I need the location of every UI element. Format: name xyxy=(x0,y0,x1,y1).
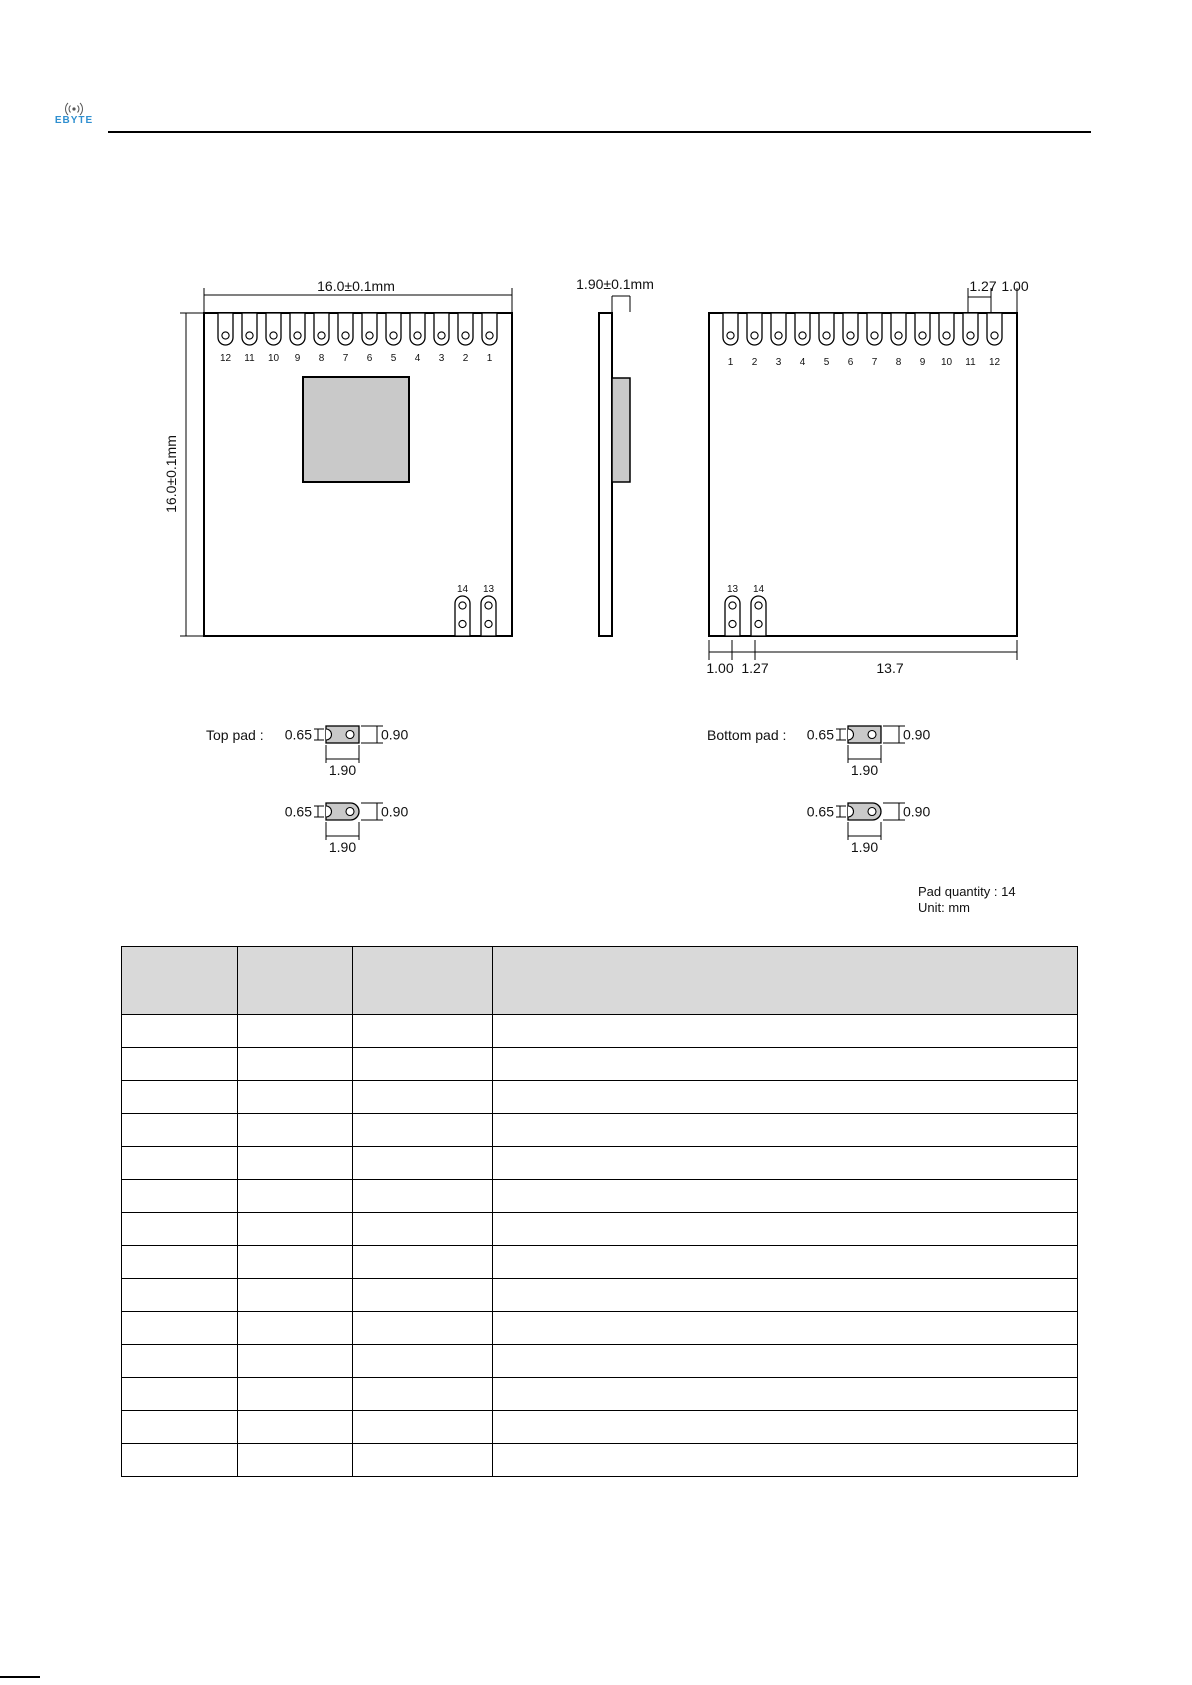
pad-dim-length: 1.90 xyxy=(850,839,879,855)
table-cell xyxy=(353,1378,493,1411)
table-cell xyxy=(238,1246,353,1279)
pad-detail xyxy=(807,726,931,778)
table-row xyxy=(122,1312,1078,1345)
pin-pad xyxy=(455,584,470,636)
pin-definition-table xyxy=(121,946,1078,1477)
table-cell xyxy=(122,1180,238,1213)
table-cell xyxy=(122,1015,238,1048)
table-cell xyxy=(353,1444,493,1477)
pin-pad xyxy=(458,313,473,364)
pad-dim-height: 0.90 xyxy=(903,803,931,820)
table-cell xyxy=(493,1015,1078,1048)
pin-number: 7 xyxy=(871,357,878,368)
pin-number: 3 xyxy=(775,357,782,368)
pad-detail xyxy=(807,803,931,855)
pad-dim-height: 0.90 xyxy=(381,726,409,743)
page-footer-mark xyxy=(0,1676,40,1678)
table-cell xyxy=(353,1015,493,1048)
bottom-view-pitch-label: 1.27 xyxy=(969,278,997,294)
pin-pad xyxy=(218,313,233,364)
table-cell xyxy=(238,1213,353,1246)
pin-number: 7 xyxy=(342,353,349,364)
table-cell xyxy=(122,1081,238,1114)
side-view-outline xyxy=(599,313,612,636)
table-cell xyxy=(122,1048,238,1081)
table-cell xyxy=(353,1345,493,1378)
pin-number: 13 xyxy=(482,584,495,595)
table-header-cell xyxy=(122,947,238,1015)
bottom-dim-edge: 1.00 xyxy=(706,660,734,676)
pad-dim-width: 0.65 xyxy=(284,726,312,743)
pin-pad xyxy=(434,313,449,364)
pin-number: 1 xyxy=(727,357,734,368)
pin-pad xyxy=(482,313,497,364)
pin-number: 11 xyxy=(244,353,255,364)
table-cell xyxy=(493,1114,1078,1147)
table-cell xyxy=(493,1345,1078,1378)
pin-number: 11 xyxy=(965,357,976,368)
table-row xyxy=(122,1015,1078,1048)
pin-number: 1 xyxy=(486,353,493,364)
pin-number: 2 xyxy=(462,353,469,364)
table-row xyxy=(122,1444,1078,1477)
pin-pad xyxy=(751,584,766,636)
table-cell xyxy=(238,1147,353,1180)
pin-number: 12 xyxy=(988,357,1001,368)
pin-pad xyxy=(314,313,329,364)
table-cell xyxy=(353,1081,493,1114)
table-cell xyxy=(238,1081,353,1114)
table-row xyxy=(122,1213,1078,1246)
table-cell xyxy=(238,1279,353,1312)
table-header-cell xyxy=(238,947,353,1015)
pin-number: 8 xyxy=(318,353,325,364)
table-header-row xyxy=(122,947,1078,1015)
pin-number: 5 xyxy=(823,357,830,368)
pin-pad xyxy=(819,313,834,368)
pad-dim-width: 0.65 xyxy=(284,803,312,820)
bottom-dim-span: 13.7 xyxy=(876,660,904,676)
table-row xyxy=(122,1411,1078,1444)
pin-pad xyxy=(410,313,425,364)
table-cell xyxy=(493,1312,1078,1345)
pin-pad xyxy=(386,313,401,364)
pin-number: 10 xyxy=(940,357,953,368)
pin-pad xyxy=(963,313,978,368)
pad-detail xyxy=(285,803,409,855)
table-cell xyxy=(493,1213,1078,1246)
table-cell xyxy=(493,1180,1078,1213)
table-cell xyxy=(493,1147,1078,1180)
pin-pad xyxy=(771,313,786,368)
brand-name: EBYTE xyxy=(54,115,94,126)
pin-pad xyxy=(915,313,930,368)
pin-pad xyxy=(266,313,281,364)
pin-number: 3 xyxy=(438,353,445,364)
table-cell xyxy=(122,1312,238,1345)
table-row xyxy=(122,1279,1078,1312)
pin-pad xyxy=(795,313,810,368)
table-cell xyxy=(238,1312,353,1345)
pad-dim-length: 1.90 xyxy=(328,839,357,855)
pin-pad xyxy=(843,313,858,368)
table-cell xyxy=(493,1246,1078,1279)
table-cell xyxy=(493,1081,1078,1114)
pad-quantity-note: Pad quantity : 14 xyxy=(918,884,1016,899)
table-cell xyxy=(122,1147,238,1180)
pin-number: 12 xyxy=(219,353,232,364)
pad-dim-length: 1.90 xyxy=(328,762,357,778)
table-cell xyxy=(238,1444,353,1477)
table-cell xyxy=(353,1246,493,1279)
side-view-thickness-label: 1.90±0.1mm xyxy=(576,276,654,292)
pin-number: 4 xyxy=(799,357,806,368)
pad-detail xyxy=(285,726,409,778)
table-header-cell xyxy=(493,947,1078,1015)
pin-number: 13 xyxy=(726,584,739,595)
pin-pad xyxy=(987,313,1002,368)
unit-note: Unit: mm xyxy=(918,900,970,915)
table-cell xyxy=(353,1312,493,1345)
table-row xyxy=(122,1048,1078,1081)
pin-pad xyxy=(481,584,496,636)
pad-dim-width: 0.65 xyxy=(806,803,834,820)
pin-number: 14 xyxy=(456,584,469,595)
pin-pad xyxy=(723,313,738,368)
pin-number: 5 xyxy=(390,353,397,364)
table-cell xyxy=(353,1147,493,1180)
pin-pad xyxy=(362,313,377,364)
table-cell xyxy=(122,1213,238,1246)
pin-number: 10 xyxy=(267,353,280,364)
table-cell xyxy=(122,1279,238,1312)
pad-dim-height: 0.90 xyxy=(381,803,409,820)
table-cell xyxy=(238,1015,353,1048)
table-row xyxy=(122,1114,1078,1147)
table-cell xyxy=(353,1114,493,1147)
pin-pad xyxy=(939,313,954,368)
table-cell xyxy=(353,1048,493,1081)
pad-dim-height: 0.90 xyxy=(903,726,931,743)
pin-number: 6 xyxy=(847,357,854,368)
table-row xyxy=(122,1378,1078,1411)
pin-pad xyxy=(242,313,257,364)
table-cell xyxy=(122,1114,238,1147)
table-row xyxy=(122,1246,1078,1279)
table-cell xyxy=(353,1411,493,1444)
pin-pad xyxy=(891,313,906,368)
table-cell xyxy=(122,1378,238,1411)
bottom-view-edge-label: 1.00 xyxy=(1001,278,1029,294)
table-cell xyxy=(122,1345,238,1378)
pin-number: 2 xyxy=(751,357,758,368)
pin-number: 6 xyxy=(366,353,373,364)
table-cell xyxy=(238,1411,353,1444)
pin-number: 4 xyxy=(414,353,421,364)
table-cell xyxy=(238,1180,353,1213)
pin-pad xyxy=(747,313,762,368)
side-view-shield xyxy=(612,378,630,482)
pin-number: 8 xyxy=(895,357,902,368)
table-cell xyxy=(122,1246,238,1279)
table-cell xyxy=(493,1444,1078,1477)
table-cell xyxy=(353,1180,493,1213)
table-cell xyxy=(493,1279,1078,1312)
pin-number: 9 xyxy=(294,353,301,364)
table-cell xyxy=(238,1048,353,1081)
pin-pad xyxy=(290,313,305,364)
table-row xyxy=(122,1081,1078,1114)
pin-number: 14 xyxy=(752,584,765,595)
shield-can xyxy=(303,377,409,482)
table-row xyxy=(122,1345,1078,1378)
pad-dim-length: 1.90 xyxy=(850,762,879,778)
pin-number: 9 xyxy=(919,357,926,368)
table-cell xyxy=(122,1444,238,1477)
table-cell xyxy=(353,1279,493,1312)
table-cell xyxy=(493,1048,1078,1081)
table-cell xyxy=(493,1411,1078,1444)
table-cell xyxy=(238,1114,353,1147)
top-view-width-label: 16.0±0.1mm xyxy=(317,278,395,294)
bottom-pad-label: Bottom pad : xyxy=(707,727,787,743)
pin-pad xyxy=(867,313,882,368)
table-cell xyxy=(122,1411,238,1444)
table-cell xyxy=(238,1378,353,1411)
table-header-cell xyxy=(353,947,493,1015)
pad-dim-width: 0.65 xyxy=(806,726,834,743)
table-row xyxy=(122,1147,1078,1180)
table-cell xyxy=(493,1378,1078,1411)
bottom-dim-pitch: 1.27 xyxy=(741,660,769,676)
top-view-height-label: 16.0±0.1mm xyxy=(163,435,179,513)
table-cell xyxy=(353,1213,493,1246)
pin-pad xyxy=(725,584,740,636)
pin-pad xyxy=(338,313,353,364)
table-row xyxy=(122,1180,1078,1213)
table-cell xyxy=(238,1345,353,1378)
top-pad-label: Top pad : xyxy=(206,727,264,743)
